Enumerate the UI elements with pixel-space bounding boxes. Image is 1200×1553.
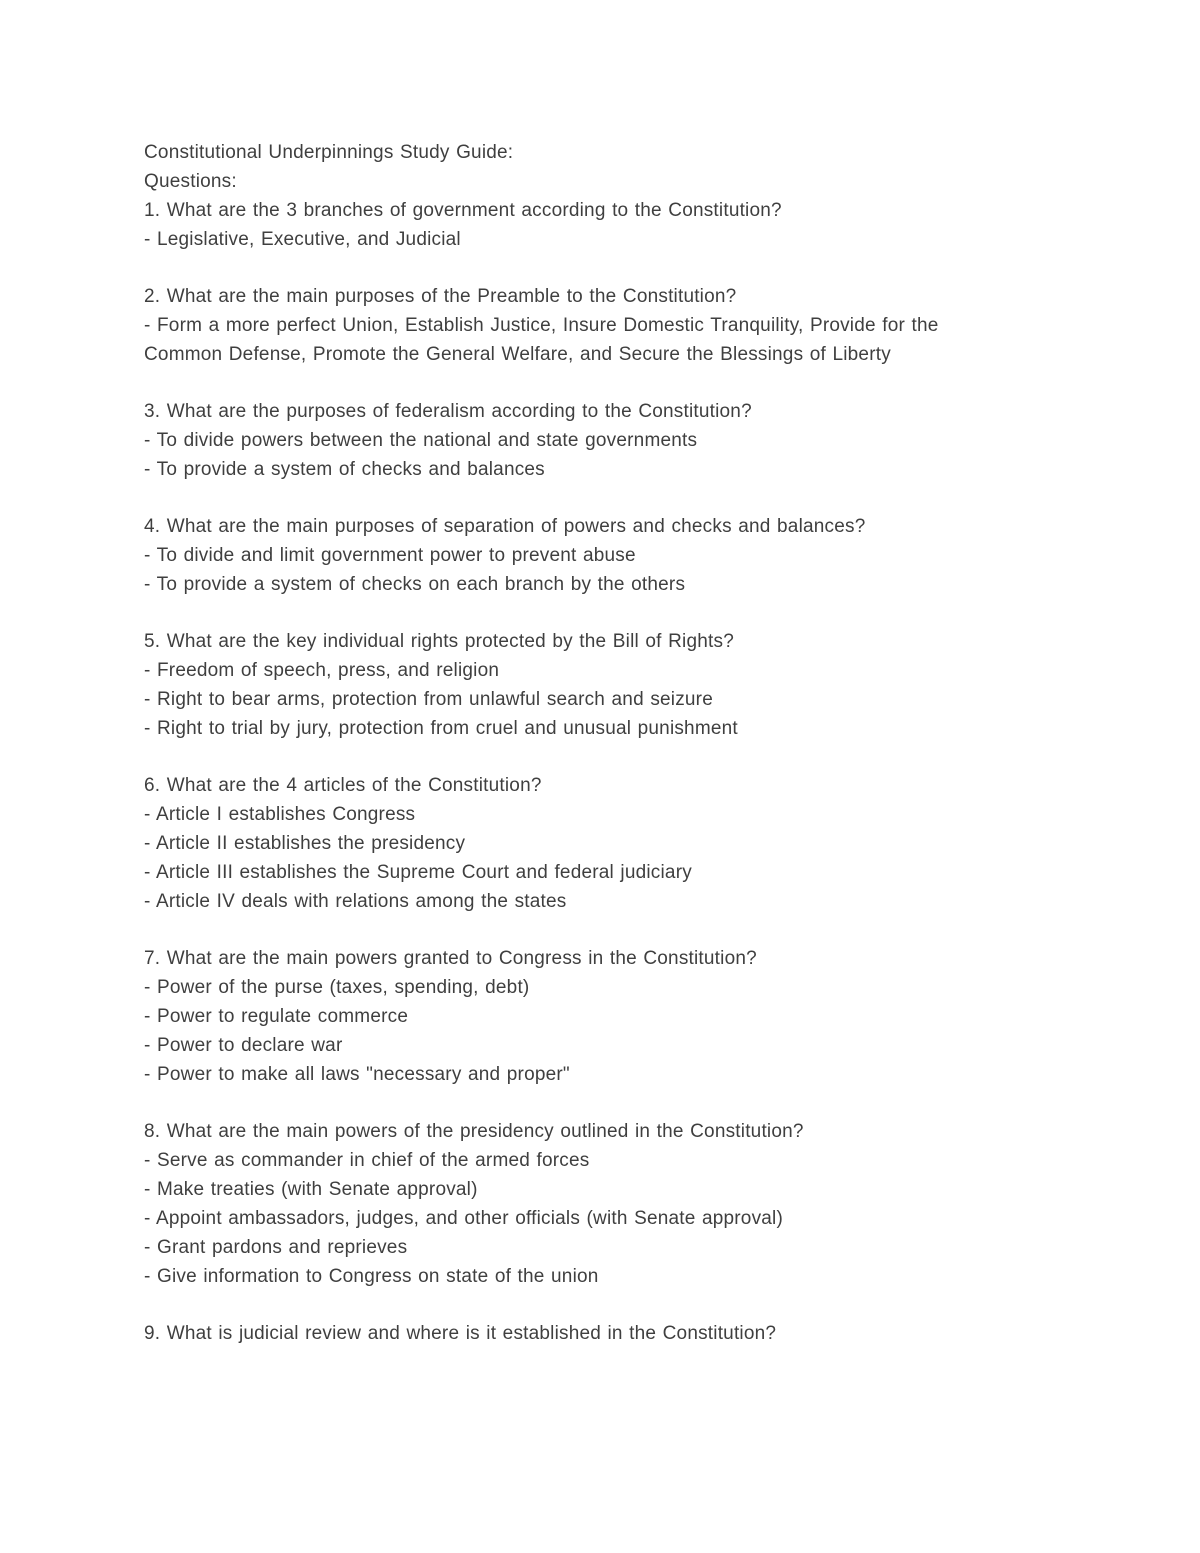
answer-line: - Power of the purse (taxes, spending, debt) xyxy=(144,977,530,998)
qa-block-4 xyxy=(144,512,1016,599)
answer-line: - Legislative, Executive, and Judicial xyxy=(144,229,461,250)
question: 7. What are the main powers granted to Congress in the Constitution? xyxy=(144,948,757,969)
answer-line: - Give information to Congress on state of the union xyxy=(144,1266,599,1287)
document-text-column xyxy=(144,138,1016,1348)
answer-line: - To divide powers between the national and state governments xyxy=(144,430,698,451)
section-label: Questions: xyxy=(144,171,237,192)
qa-block-6 xyxy=(144,771,1016,916)
answer-line: - To provide a system of checks and balances xyxy=(144,459,545,480)
question: 5. What are the key individual rights protected by the Bill of Rights? xyxy=(144,631,734,652)
answer-line: - Grant pardons and reprieves xyxy=(144,1237,408,1258)
question: 1. What are the 3 branches of government according to the Constitution? xyxy=(144,200,782,221)
question: 8. What are the main powers of the presidency outlined in the Constitution? xyxy=(144,1121,804,1142)
answer-line: - Right to bear arms, protection from unlawful search and seizure xyxy=(144,689,713,710)
answer-line: - Power to declare war xyxy=(144,1035,343,1056)
question: 2. What are the main purposes of the Preamble to the Constitution? xyxy=(144,286,737,307)
question: 6. What are the 4 articles of the Constitution? xyxy=(144,775,542,796)
answer-line: - Right to trial by jury, protection from cruel and unusual punishment xyxy=(144,718,738,739)
answer-line: - Make treaties (with Senate approval) xyxy=(144,1179,478,1200)
answer-line: - Form a more perfect Union, Establish Justice, Insure Domestic Tranquility, Provide for the Common Defense, Promote the General Welfare, and Secure the Blessings of Liberty xyxy=(144,315,939,365)
question: 9. What is judicial review and where is it established in the Constitution? xyxy=(144,1323,777,1344)
qa-block-1 xyxy=(144,196,1016,254)
answer-line: - Article IV deals with relations among the states xyxy=(144,891,567,912)
qa-block-3 xyxy=(144,397,1016,484)
answer-line: - Article I establishes Congress xyxy=(144,804,416,825)
answer-line: - Freedom of speech, press, and religion xyxy=(144,660,500,681)
qa-block-8 xyxy=(144,1117,1016,1291)
qa-block-5 xyxy=(144,627,1016,743)
question: 4. What are the main purposes of separation of powers and checks and balances? xyxy=(144,516,866,537)
answer-line: - To divide and limit government power to prevent abuse xyxy=(144,545,636,566)
answer-line: - Article II establishes the presidency xyxy=(144,833,466,854)
page-title: Constitutional Underpinnings Study Guide: xyxy=(144,142,514,163)
answer-line: - Power to make all laws "necessary and proper" xyxy=(144,1064,570,1085)
qa-block-9 xyxy=(144,1319,1016,1348)
answer-line: - Appoint ambassadors, judges, and other officials (with Senate approval) xyxy=(144,1208,783,1229)
answer-line: - Power to regulate commerce xyxy=(144,1006,409,1027)
qa-block-2 xyxy=(144,282,1016,369)
answer-line: - To provide a system of checks on each branch by the others xyxy=(144,574,686,595)
answer-line: - Article III establishes the Supreme Court and federal judiciary xyxy=(144,862,692,883)
question: 3. What are the purposes of federalism according to the Constitution? xyxy=(144,401,752,422)
answer-line: - Serve as commander in chief of the armed forces xyxy=(144,1150,590,1171)
qa-block-7 xyxy=(144,944,1016,1089)
